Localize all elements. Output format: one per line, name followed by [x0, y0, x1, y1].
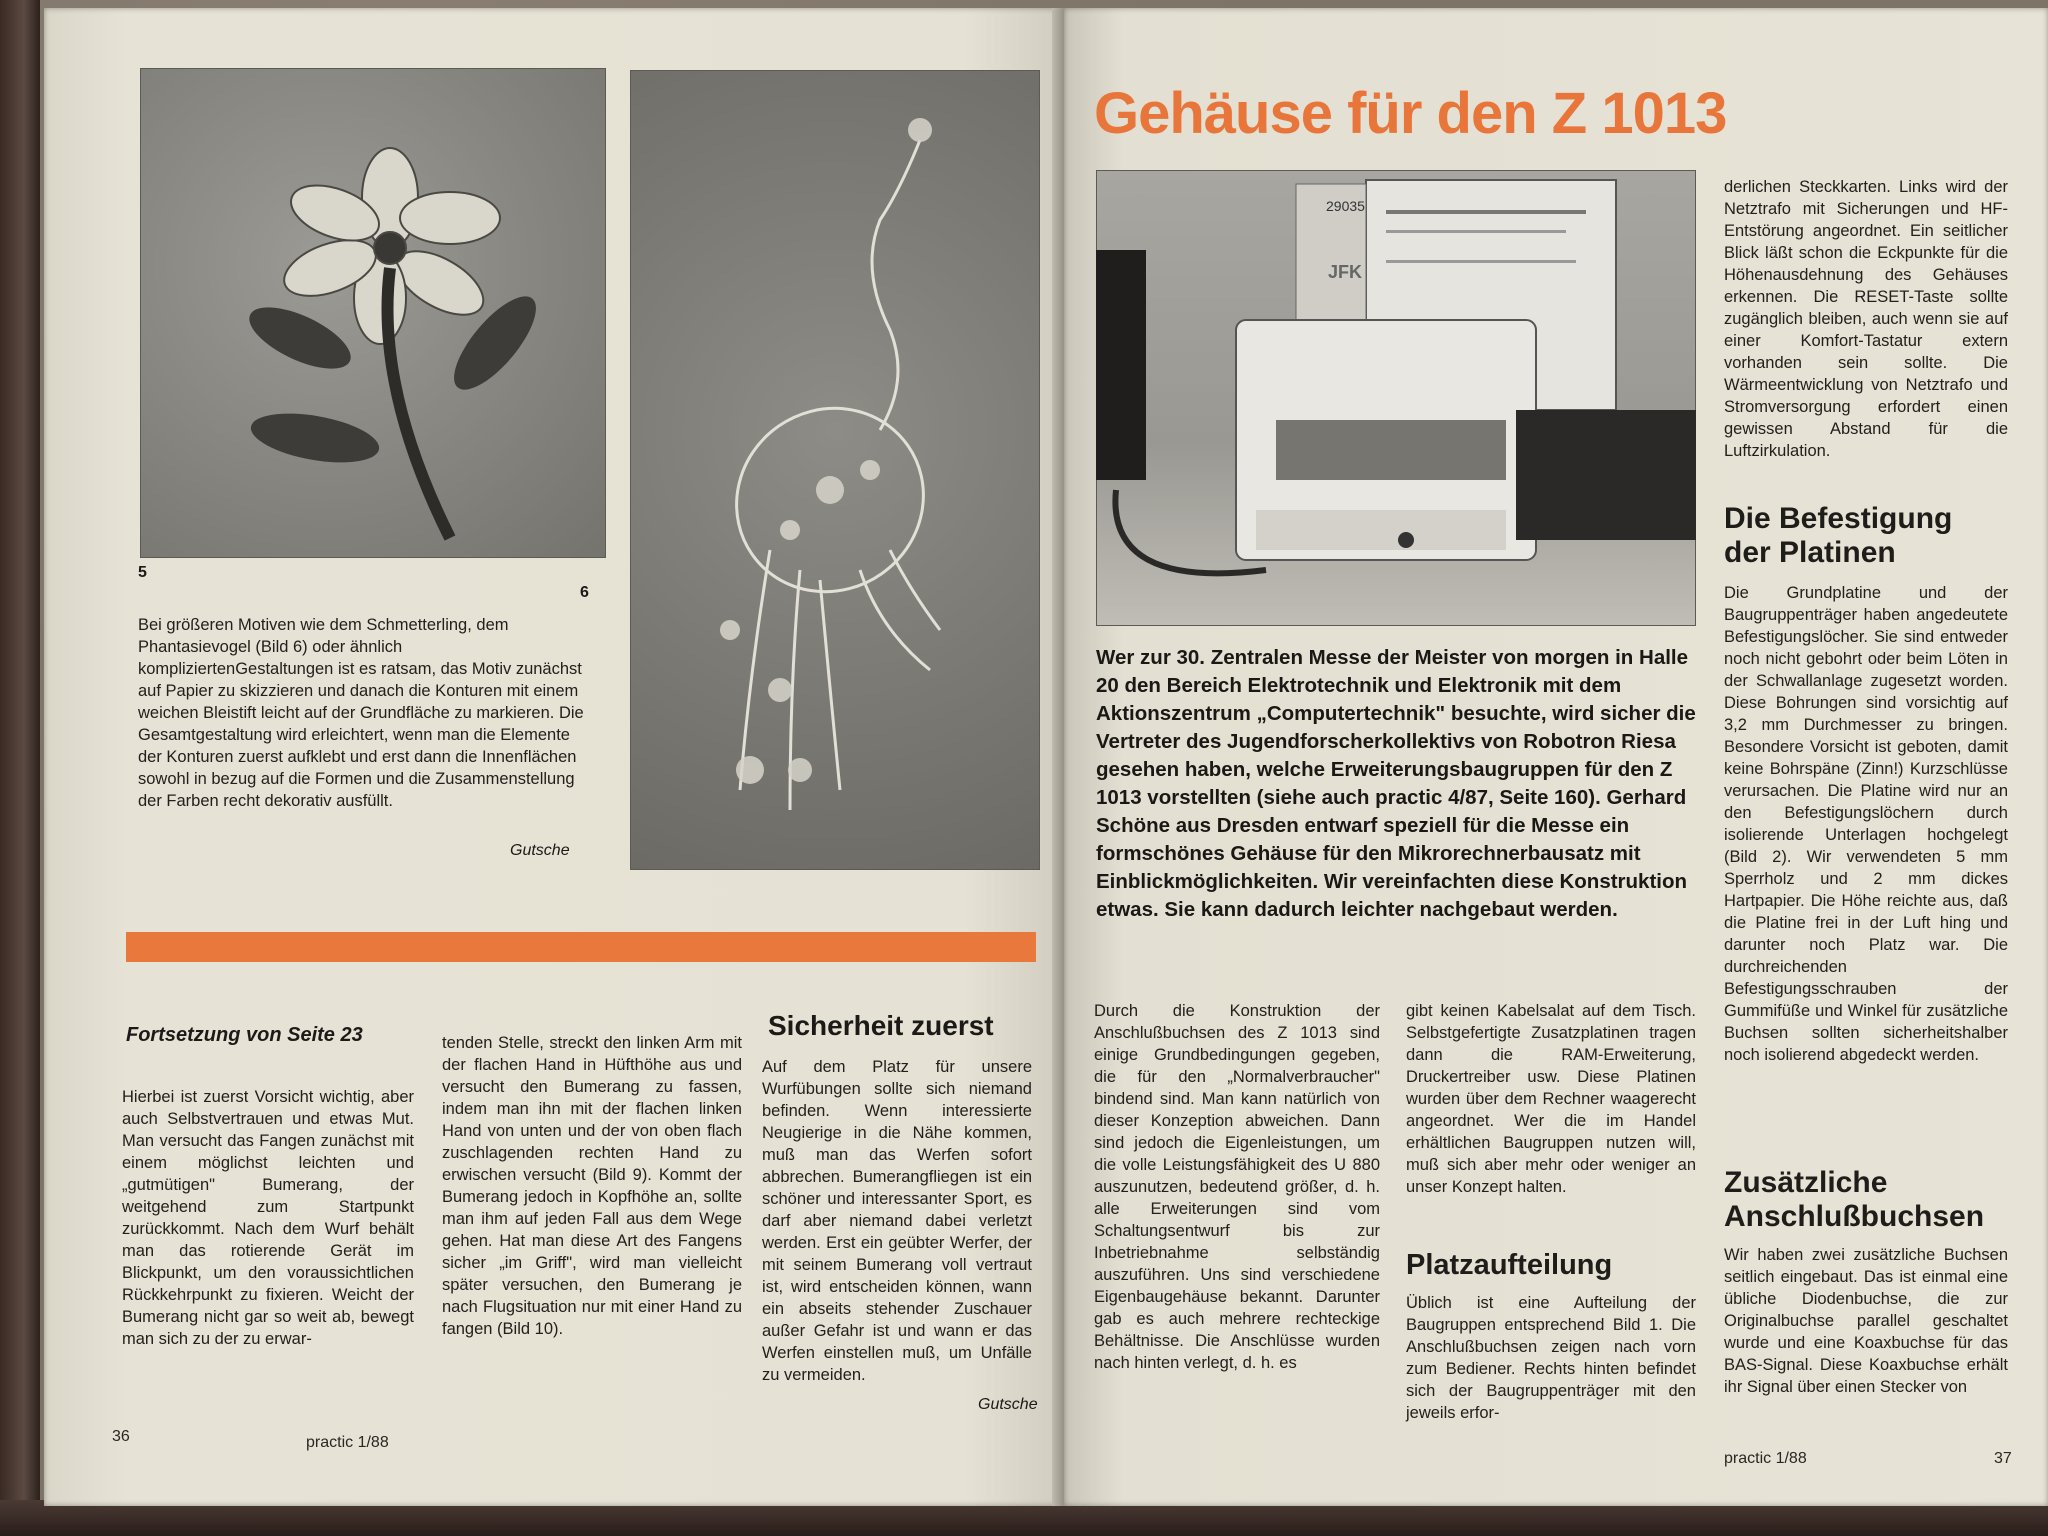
- figure-6-peacock-photo: [630, 70, 1040, 870]
- right-page-number: 37: [1994, 1450, 2012, 1467]
- section-divider-bar: [126, 932, 1036, 962]
- article-headline: Gehäuse für den Z 1013: [1094, 81, 1727, 146]
- photo-label-number: 29035: [1326, 198, 1365, 214]
- article-intro: Wer zur 30. Zentralen Messe der Meister von morgen in Halle 20 den Bereich Elektrotechnik und Elektronik mit dem Aktionszentrum „Computertechnik" besuchte, wird sicher die Vertreter des Jugendforscherkollektivs von Robotron Riesa gesehen haben, welche Erweiterungsbaugruppen für den Z 1013 vorstellten (siehe auch practic 4/87, Seite 160). Gerhard Schöne aus Dresden entwarf speziell für die Messe ein formschönes Gehäuse für den Mikrorechnerbausatz mit Einblickmöglichkeiten. Wir vereinfachten diese Konstruktion etwas. Sie kann dadurch leichter nachgebaut werden.: [1096, 646, 1696, 921]
- z1013-computer-photo: [1096, 170, 1696, 626]
- platzaufteilung-heading: Platzaufteilung: [1406, 1249, 1613, 1281]
- figure-5-number: 5: [138, 564, 147, 581]
- flower-illustration: [140, 68, 606, 558]
- figure-5-flower-photo: [140, 68, 606, 558]
- left-column-3: Auf dem Platz für unsere Wurfübungen sollte sich niemand befinden. Wenn interessierte Neugierige in die Nähe kommen, muß man das Werfen sofort abbrechen. Bumerangfliegen ist ein schöner und interessanter Sport, es darf aber niemand dabei verletzt werden. Erst ein geübter Werfer, der mit seinem Bumerang voll vertraut ist, wird entscheiden können, wann ein abseits stehender Zuschauer außer Gefahr ist und wann er das Werfen einstellen muß, um Unfälle zu vermeiden.: [762, 1058, 1032, 1384]
- right-column-3c: Wir haben zwei zusätzliche Buchsen seitlich eingebaut. Das ist einmal eine übliche Diodenbuchse, die zur Originalbuchse parallel geschaltet wurde und eine Koaxbuchse für das BAS-Signal. Diese Koaxbuchse erhält ihr Signal über einen Stecker von: [1724, 1246, 2008, 1396]
- zusatz-heading: Zusätzliche Anschlußbuchsen: [1724, 1166, 1985, 1233]
- left-column-2: tenden Stelle, streckt den linken Arm mit der flachen Hand in Hüfthöhe aus und versucht den Bumerang zu fassen, indem man ihn mit der flachen linken Hand von unten und der von oben flach zuschlagenden rechten Hand zu erwischen versucht (Bild 9). Kommt der Bumerang jedoch in Kopfhöhe an, sollte man ihm auf jeden Fall aus dem Wege gehen. Hat man diese Art des Fangens sicher „im Griff", wird man vielleicht später versuchen, den Bumerang je nach Flugsituation nur mit einer Hand zu fangen (Bild 10).: [442, 1034, 742, 1338]
- right-column-1: Durch die Konstruktion der Anschlußbuchsen des Z 1013 sind einige Grundbedingungen gegeben, die für den „Normalverbraucher" bindend sind. Man kann natürlich von dieser Konzeption abweichen. Dann sind jedoch die Eigenleistungen, um die volle Leistungsfähigkeit des U 880 auszunutzen, bedeutend größer, d. h. alle Erweiterungen sind vom Schaltungsentwurf bis zur Inbetriebnahme selbständig auszuführen. Uns sind verschiedene Eigenbaugehäuse bekannt. Darunter gab es auch mehrere rechteckige Behältnisse. Die Anschlüsse wurden nach hinten verlegt, d. h. es: [1094, 1002, 1380, 1372]
- figure-6-number: 6: [580, 584, 589, 601]
- figure-caption-signature: Gutsche: [510, 842, 570, 859]
- right-column-3a: derlichen Steckkarten. Links wird der Netztrafo mit Sicherungen und HF-Entstörung angeordnet. Ein seitlicher Blick läßt schon die Eckpunkte für die Höhenausdehnung des Gehäuses erkennen. Die RESET-Taste sollte zugänglich bleiben, auch wenn sie auf einer Komfort-Tastatur extern vorhanden sein sollte. Die Wärmeentwicklung von Netztrafo und Stromversorgung erfordert einen gewissen Abstand für die Luftzirkulation.: [1724, 178, 2008, 460]
- right-column-3b: Die Grundplatine und der Baugruppenträger haben angedeutete Befestigungslöcher. Sie sind entweder noch nicht gebohrt oder beim Löten in der Schwallanlage zugesetzt worden. Diese Bohrungen sind vorsichtig auf 3,2 mm Durchmesser zu bringen. Besondere Vorsicht ist geboten, damit keine Bohrspäne (Zinn!) Kurzschlüsse verursachen. Die Platine wird nur an den Befestigungslöchern durch isolierende Unterlagen hochgelegt (Bild 2). Wir verwendeten 5 mm Sperrholz und 2 mm dickes Hartpapier. Die Höhe reichte aus, daß die Platine frei in der Luft hing und darunter noch Platz war. Die durchreichenden Befestigungsschrauben der Gummifüße und Winkel für zusätzliche Buchsen sollten sicherheitshalber noch isolierend abgedeckt werden.: [1724, 584, 2008, 1064]
- left-column-1: Hierbei ist zuerst Vorsicht wichtig, aber auch Selbstvertrauen und etwas Mut. Man versucht das Fangen zunächst mit einem möglichst leichten und „gutmütigen" Bumerang, der weitgehend zum Startpunkt zurückkommt. Nach dem Wurf behält man das rotierende Gerät im Blickpunkt, um den voraussichtlichen Rückkehrpunkt zu fixieren. Weicht der Bumerang nicht gar so weit ab, bewegt man sich zu der zu erwar-: [122, 1088, 414, 1348]
- befestigung-heading: Die Befestigung der Platinen: [1724, 502, 1953, 569]
- right-column-2b: Üblich ist eine Aufteilung der Baugruppen entsprechend Bild 1. Die Anschlußbuchsen zeigen nach vorn zum Bediener. Rechts hinten befindet sich der Baugruppenträger mit den jeweils erfor-: [1406, 1294, 1696, 1422]
- book-spine-left: [0, 0, 40, 1536]
- safety-heading: Sicherheit zuerst: [768, 1010, 994, 1041]
- right-footer-title: practic 1/88: [1724, 1450, 1807, 1467]
- right-column-2a: gibt keinen Kabelsalat auf dem Tisch. Selbstgefertigte Zusatzplatinen tragen dann die RAM-Erweiterung, Druckertreiber usw. Diese Platinen wurden über dem Rechner waagerecht angeordnet. Wer die im Handel erhältlichen Baugruppen nutzen will, muß sich aber mehr oder weniger an unser Konzept halten.: [1406, 1002, 1696, 1196]
- column-3-signature: Gutsche: [978, 1396, 1038, 1413]
- photo-label-stamp: JFK: [1328, 262, 1363, 282]
- continuation-heading: Fortsetzung von Seite 23: [126, 1024, 363, 1046]
- left-footer-title: practic 1/88: [306, 1434, 389, 1451]
- figure-caption-text: Bei größeren Motiven wie dem Schmetterling, dem Phantasievogel (Bild 6) oder ähnlich kompliziertenGestaltungen ist es ratsam, das Motiv zunächst auf Papier zu skizzieren und danach die Konturen mit einem weichen Bleistift leicht auf der Grundfläche zu markieren. Die Gesamtgestaltung wird erleichtert, wenn man die Elemente der Konturen zuerst aufklebt und erst dann die Innenflächen sowohl in bezug auf die Formen und die Zusammenstellung der Farben recht dekorativ ausfüllt.: [138, 616, 584, 810]
- computer-illustration: [1096, 170, 1696, 626]
- left-page-number: 36: [112, 1428, 130, 1445]
- peacock-illustration: [630, 70, 1040, 870]
